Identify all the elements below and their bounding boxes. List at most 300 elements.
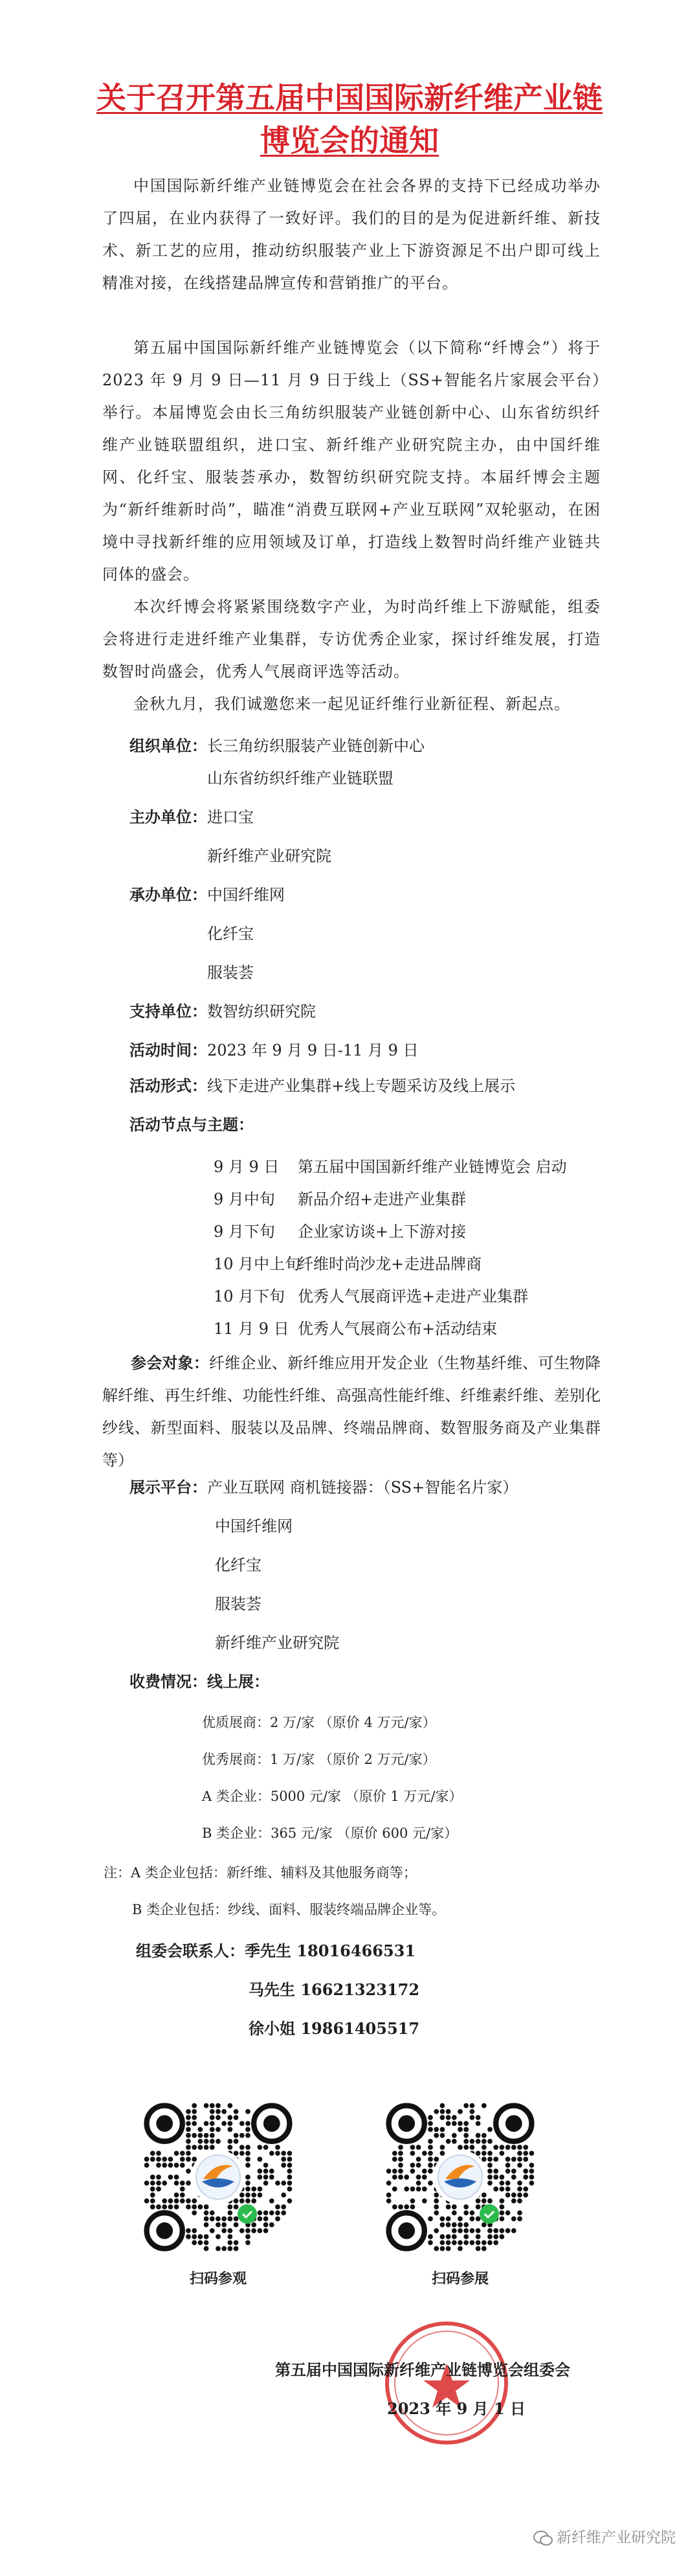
qr-dot: [511, 2198, 516, 2204]
platform-label: 展示平台：: [129, 1478, 207, 1497]
qr-dot: [505, 2157, 511, 2162]
qr-dot: [180, 2151, 185, 2156]
qr-dot: [192, 2204, 197, 2209]
qr-dot: [263, 2180, 269, 2186]
qr-dot: [245, 2133, 250, 2138]
qr-dot: [440, 2151, 445, 2156]
qr-dot: [150, 2187, 155, 2192]
qr-dot: [245, 2157, 250, 2162]
qr-dot: [440, 2234, 445, 2239]
qr-dot: [234, 2217, 239, 2222]
schedule-item: [214, 1280, 528, 1313]
qr-dot: [204, 2246, 209, 2252]
qr-dot: [416, 2157, 421, 2162]
qr-dot: [258, 2157, 263, 2162]
qr-dot: [398, 2169, 403, 2174]
watermark: [533, 2525, 676, 2547]
participants-paragraph: [102, 1347, 601, 1476]
qr-dot: [500, 2210, 505, 2215]
qr-dot: [428, 2115, 433, 2120]
footer-date: 2023 年 9 月 1 日: [387, 2399, 526, 2418]
qr-dot: [398, 2204, 403, 2209]
qr-dot: [428, 2240, 433, 2245]
qr-dot: [168, 2204, 173, 2209]
qr-dot: [287, 2198, 293, 2204]
qr-dot: [281, 2163, 286, 2168]
qr-dot: [458, 2240, 463, 2245]
qr-dot: [493, 2228, 498, 2233]
qr-dot: [216, 2139, 221, 2144]
qr-dot: [517, 2151, 522, 2156]
qr-dot: [422, 2175, 427, 2180]
qr-dot: [500, 2175, 505, 2180]
qr-dot: [446, 2234, 451, 2239]
platform-item: 化纤宝: [215, 1556, 261, 1574]
undertaker-1: 中国纤维网: [207, 886, 285, 904]
contact-person: 季先生 18016466531: [245, 1941, 416, 1960]
qr-dot: [210, 2109, 215, 2114]
qr-dot: [239, 2145, 245, 2150]
qr-dot: [476, 2198, 481, 2204]
qr-dot: [440, 2246, 445, 2252]
qr-dot: [228, 2139, 233, 2144]
qr-dot: [410, 2151, 416, 2156]
qr-dot: [192, 2198, 197, 2204]
qr-dot: [446, 2204, 451, 2209]
qr-dot: [150, 2151, 155, 2156]
qr-dot: [458, 2228, 463, 2233]
qr-dot: [446, 2217, 451, 2222]
qr-dot: [228, 2210, 233, 2215]
qr-dot: [476, 2240, 481, 2245]
qr-dot: [156, 2180, 161, 2186]
qr-dot: [452, 2234, 457, 2239]
qr-dot: [239, 2228, 245, 2233]
qr-dot: [228, 2103, 233, 2108]
qr-dot: [428, 2127, 433, 2132]
qr-dot: [210, 2145, 215, 2150]
qr-dot: [281, 2204, 286, 2209]
schedule-date: 9 月中旬: [214, 1190, 275, 1208]
qr-dot: [452, 2121, 457, 2126]
qr-dot: [463, 2204, 469, 2209]
qr-dot: [245, 2163, 250, 2168]
qr-dot: [487, 2175, 493, 2180]
qr-logo-icon: [196, 2155, 240, 2199]
schedule-item: [214, 1248, 482, 1280]
qr-dot: [482, 2193, 487, 2198]
qr-dot: [446, 2240, 451, 2245]
qr-dot: [463, 2127, 469, 2132]
qr-dot: [204, 2204, 209, 2209]
qr-dot: [251, 2198, 256, 2204]
qr-dot: [228, 2127, 233, 2132]
qr-dot: [434, 2133, 439, 2138]
schedule-topic: 第五届中国国新纤维产业链博览会 启动: [298, 1158, 567, 1176]
qr-dot: [410, 2163, 416, 2168]
qr-dot: [210, 2103, 215, 2108]
qr-dot: [470, 2115, 475, 2120]
qr-dot: [216, 2246, 221, 2252]
qr-dot: [275, 2204, 280, 2209]
qr-label-exhibit: 扫码参展: [431, 2270, 489, 2287]
qr-dot: [523, 2169, 528, 2174]
qr-dot: [162, 2157, 167, 2162]
qr-dot: [204, 2103, 209, 2108]
qr-dot: [186, 2228, 191, 2233]
qr-dot: [482, 2145, 487, 2150]
qr-dot: [410, 2198, 416, 2204]
qr-dot: [245, 2240, 250, 2245]
qr-dot: [470, 2217, 475, 2222]
qr-dot: [186, 2169, 191, 2174]
fee-note-b: B 类企业包括：纱线、面料、服装终端品牌企业等。: [132, 1902, 446, 1917]
qr-dot: [275, 2217, 280, 2222]
participants-text: 纤维企业、新纤维应用开发企业（生物基纤维、可生物降解纤维、再生纤维、功能性纤维、高强高性能纤维、纤维素纤维、差别化纱线、新型面料、服装以及品牌、终端品牌商、数智服务商及产业集群等）: [102, 1354, 601, 1469]
qr-dot: [258, 2145, 263, 2150]
qr-dot: [523, 2157, 528, 2162]
qr-dot: [186, 2204, 191, 2209]
qr-dot: [287, 2169, 293, 2174]
qr-dot: [428, 2234, 433, 2239]
qr-dot: [204, 2222, 209, 2228]
qr-dot: [434, 2246, 439, 2252]
qr-dot: [398, 2175, 403, 2180]
qr-dot: [162, 2198, 167, 2204]
qr-dot: [482, 2240, 487, 2245]
time-label: 活动时间：: [129, 1041, 207, 1059]
qr-dot: [416, 2163, 421, 2168]
schedule-date: 10 月中上旬: [214, 1255, 301, 1273]
qr-dot: [428, 2217, 433, 2222]
qr-dot: [416, 2180, 421, 2186]
qr-dot: [392, 2175, 397, 2180]
qr-dot: [511, 2193, 516, 2198]
qr-dot: [216, 2109, 221, 2114]
qr-dot: [228, 2240, 233, 2245]
fees-label: 收费情况：: [129, 1672, 207, 1691]
qr-dot: [156, 2157, 161, 2162]
intro-paragraph-1: 中国国际新纤维产业链博览会在社会各界的支持下已经成功举办了四届，在业内获得了一致好评。我们的目的是为促进新纤维、新技术、新工艺的应用，推动纺织服装产业上下游资源足不出户即可线上精准对接，在线搭建品牌宣传和营销推广的平台。: [102, 177, 601, 292]
schedule-date: 10 月下旬: [214, 1287, 285, 1305]
qr-dot: [476, 2115, 481, 2120]
qr-dot: [263, 2169, 269, 2174]
qr-dot: [463, 2228, 469, 2233]
qr-dot: [192, 2145, 197, 2150]
qr-dot: [234, 2198, 239, 2204]
qr-dot: [269, 2210, 274, 2215]
qr-dot: [416, 2187, 421, 2192]
official-seal-icon: [382, 2318, 511, 2448]
qr-dot: [263, 2217, 269, 2222]
qr-dot: [452, 2240, 457, 2245]
form-label: 活动形式：: [129, 1076, 207, 1095]
qr-dot: [517, 2180, 522, 2186]
qr-dot: [251, 2222, 256, 2228]
qr-dot: [428, 2163, 433, 2168]
qr-dot: [482, 2133, 487, 2138]
qr-dot: [517, 2145, 522, 2150]
qr-dot: [258, 2169, 263, 2174]
qr-dot: [434, 2210, 439, 2215]
qr-dot: [186, 2115, 191, 2120]
qr-dot: [470, 2139, 475, 2144]
qr-dot: [239, 2151, 245, 2156]
qr-dot: [500, 2151, 505, 2156]
qr-dot: [186, 2139, 191, 2144]
fee-item: B 类企业：365 元/家 （原价 600 元/家）: [202, 1825, 458, 1841]
schedule-date: 9 月 9 日: [214, 1158, 280, 1176]
qr-dot: [440, 2115, 445, 2120]
qr-dot: [446, 2222, 451, 2228]
qr-dot: [392, 2187, 397, 2192]
qr-dot: [523, 2187, 528, 2192]
qr-dot: [258, 2210, 263, 2215]
qr-dot: [487, 2228, 493, 2233]
qr-dot: [144, 2198, 150, 2204]
qr-dot: [269, 2198, 274, 2204]
qr-dot: [422, 2187, 427, 2192]
qr-dot: [463, 2234, 469, 2239]
qr-dot: [204, 2133, 209, 2138]
qr-dot: [168, 2175, 173, 2180]
qr-dot: [245, 2151, 250, 2156]
qr-dot: [517, 2193, 522, 2198]
qr-dot: [386, 2193, 392, 2198]
qr-dot: [150, 2180, 155, 2186]
qr-dot: [523, 2151, 528, 2156]
qr-dot: [192, 2228, 197, 2233]
qr-dot: [228, 2228, 233, 2233]
qr-dot: [440, 2222, 445, 2228]
qr-dot: [192, 2133, 197, 2138]
qr-dot: [144, 2163, 150, 2168]
qr-dot: [269, 2222, 274, 2228]
qr-dot: [392, 2151, 397, 2156]
qr-dot: [386, 2180, 392, 2186]
qr-dot: [281, 2193, 286, 2198]
qr-dot: [162, 2180, 167, 2186]
qr-dot: [517, 2187, 522, 2192]
qr-dot: [487, 2151, 493, 2156]
qr-dot: [428, 2139, 433, 2144]
qr-dot: [228, 2217, 233, 2222]
qr-dot: [186, 2121, 191, 2126]
qr-dot: [452, 2139, 457, 2144]
schedule-item: [214, 1313, 497, 1345]
qr-dot: [150, 2193, 155, 2198]
qr-dot: [180, 2198, 185, 2204]
qr-dot: [204, 2234, 209, 2239]
qr-dot: [434, 2204, 439, 2209]
qr-dot: [234, 2246, 239, 2252]
qr-dot: [463, 2145, 469, 2150]
undertaker-3: 服装荟: [207, 964, 254, 982]
qr-dot: [505, 2145, 511, 2150]
fees-online-label: 线上展：: [207, 1672, 269, 1691]
qr-dot: [470, 2228, 475, 2233]
qr-dot: [392, 2204, 397, 2209]
contact-person: 徐小姐 19861405517: [249, 2019, 420, 2038]
qr-dot: [428, 2145, 433, 2150]
qr-dot: [192, 2210, 197, 2215]
qr-dot: [245, 2234, 250, 2239]
qr-dot: [198, 2127, 203, 2132]
qr-dot: [174, 2204, 179, 2209]
qr-dot: [186, 2198, 191, 2204]
qr-dot: [529, 2151, 535, 2156]
qr-dot: [500, 2234, 505, 2239]
qr-dot: [487, 2163, 493, 2168]
qr-dot: [452, 2115, 457, 2120]
qr-dot: [150, 2175, 155, 2180]
qr-dot: [186, 2157, 191, 2162]
qr-dot: [440, 2217, 445, 2222]
qr-dot: [221, 2228, 227, 2233]
qr-dot: [228, 2145, 233, 2150]
qr-dot: [422, 2151, 427, 2156]
qr-dot: [410, 2204, 416, 2209]
qr-dot: [156, 2187, 161, 2192]
qr-dot: [198, 2240, 203, 2245]
qr-dot: [487, 2139, 493, 2144]
contact-person: 马先生 16621323172: [249, 1980, 420, 1999]
qr-dot: [440, 2127, 445, 2132]
qr-dot: [476, 2204, 481, 2209]
qr-dot: [511, 2157, 516, 2162]
qr-dot: [251, 2193, 256, 2198]
qr-dot: [186, 2133, 191, 2138]
organizer-2: 山东省纺织纤维产业链联盟: [207, 769, 394, 787]
qr-dot: [529, 2180, 535, 2186]
qr-dot: [410, 2145, 416, 2150]
time-value: 2023 年 9 月 9 日-11 月 9 日: [207, 1041, 419, 1059]
qr-dot: [245, 2228, 250, 2233]
qr-dot: [275, 2210, 280, 2215]
qr-dot: [239, 2193, 245, 2198]
qr-dot: [505, 2180, 511, 2186]
schedule-date: 9 月下旬: [214, 1223, 275, 1241]
qr-dot: [476, 2133, 481, 2138]
participants-label: 参会对象：: [131, 1353, 210, 1372]
qr-dot: [198, 2234, 203, 2239]
qr-dot: [511, 2175, 516, 2180]
qr-dot: [416, 2145, 421, 2150]
qr-dot: [505, 2163, 511, 2168]
qr-dot: [505, 2169, 511, 2174]
qr-dot: [463, 2121, 469, 2126]
wechat-icon: [480, 2204, 499, 2224]
undertaker-2: 化纤宝: [207, 925, 254, 943]
qr-dot: [168, 2198, 173, 2204]
qr-dot: [470, 2103, 475, 2108]
qr-dot: [216, 2127, 221, 2132]
qr-dot: [245, 2193, 250, 2198]
qr-dot: [458, 2222, 463, 2228]
qr-dot: [398, 2157, 403, 2162]
qr-dot: [482, 2139, 487, 2144]
qr-dot: [505, 2210, 511, 2215]
qr-dot: [422, 2198, 427, 2204]
qr-dot: [476, 2121, 481, 2126]
qr-dot: [458, 2121, 463, 2126]
qr-dot: [156, 2204, 161, 2209]
fee-item: 优秀展商：1 万/家 （原价 2 万元/家）: [202, 1752, 436, 1767]
qr-dot: [192, 2234, 197, 2239]
qr-dot: [174, 2198, 179, 2204]
qr-dot: [281, 2210, 286, 2215]
qr-dot: [511, 2169, 516, 2174]
qr-dot: [476, 2246, 481, 2252]
qr-dot: [234, 2151, 239, 2156]
qr-dot: [446, 2115, 451, 2120]
qr-dot: [517, 2217, 522, 2222]
qr-dot: [198, 2139, 203, 2144]
qr-dot: [269, 2151, 274, 2156]
qr-dot: [482, 2246, 487, 2252]
qr-dot: [500, 2180, 505, 2186]
qr-dot: [216, 2222, 221, 2228]
support-value: 数智纺织研究院: [207, 1002, 316, 1021]
qr-dot: [234, 2133, 239, 2138]
qr-dot: [463, 2133, 469, 2138]
qr-dot: [204, 2139, 209, 2144]
qr-dot: [287, 2180, 293, 2186]
qr-dot: [263, 2210, 269, 2215]
qr-finder-center: [156, 2115, 173, 2132]
qr-dot: [452, 2204, 457, 2209]
qr-dot: [463, 2222, 469, 2228]
intro-paragraph-3: 本次纤博会将紧紧围绕数字产业，为时尚纤维上下游赋能，组委会将进行走进纤维产业集群，专访优秀企业家，探讨纤维发展，打造数智时尚盛会，优秀人气展商评选等活动。: [102, 598, 601, 681]
qr-dot: [245, 2175, 250, 2180]
qr-dot: [487, 2180, 493, 2186]
qr-dot: [150, 2198, 155, 2204]
qr-dot: [281, 2151, 286, 2156]
qr-dot: [458, 2246, 463, 2252]
qr-dot: [500, 2228, 505, 2233]
qr-dot: [221, 2222, 227, 2228]
qr-dot: [517, 2163, 522, 2168]
qr-dot: [500, 2187, 505, 2192]
platform-item: 中国纤维网: [215, 1517, 293, 1535]
qr-dot: [228, 2246, 233, 2252]
qr-dot: [386, 2198, 392, 2204]
qr-dot: [245, 2127, 250, 2132]
qr-code-visit[interactable]: [144, 2103, 293, 2252]
organizer-1: 长三角纺织服装产业链创新中心: [207, 737, 425, 755]
qr-dot: [434, 2109, 439, 2114]
schedule-item: [214, 1151, 567, 1183]
qr-dot: [258, 2217, 263, 2222]
qr-dot: [428, 2121, 433, 2126]
qr-code-exhibit[interactable]: [386, 2103, 535, 2252]
qr-dot: [162, 2163, 167, 2168]
qr-dot: [228, 2121, 233, 2126]
qr-dot: [463, 2240, 469, 2245]
qr-dot: [156, 2163, 161, 2168]
qr-dot: [216, 2115, 221, 2120]
qr-dot: [529, 2175, 535, 2180]
qr-dot: [180, 2187, 185, 2192]
qr-finder-center: [156, 2222, 173, 2239]
qr-dot: [505, 2228, 511, 2233]
qr-dot: [458, 2109, 463, 2114]
qr-dot: [493, 2175, 498, 2180]
qr-dot: [156, 2151, 161, 2156]
qr-dot: [487, 2157, 493, 2162]
qr-dot: [487, 2198, 493, 2204]
qr-dot: [258, 2187, 263, 2192]
